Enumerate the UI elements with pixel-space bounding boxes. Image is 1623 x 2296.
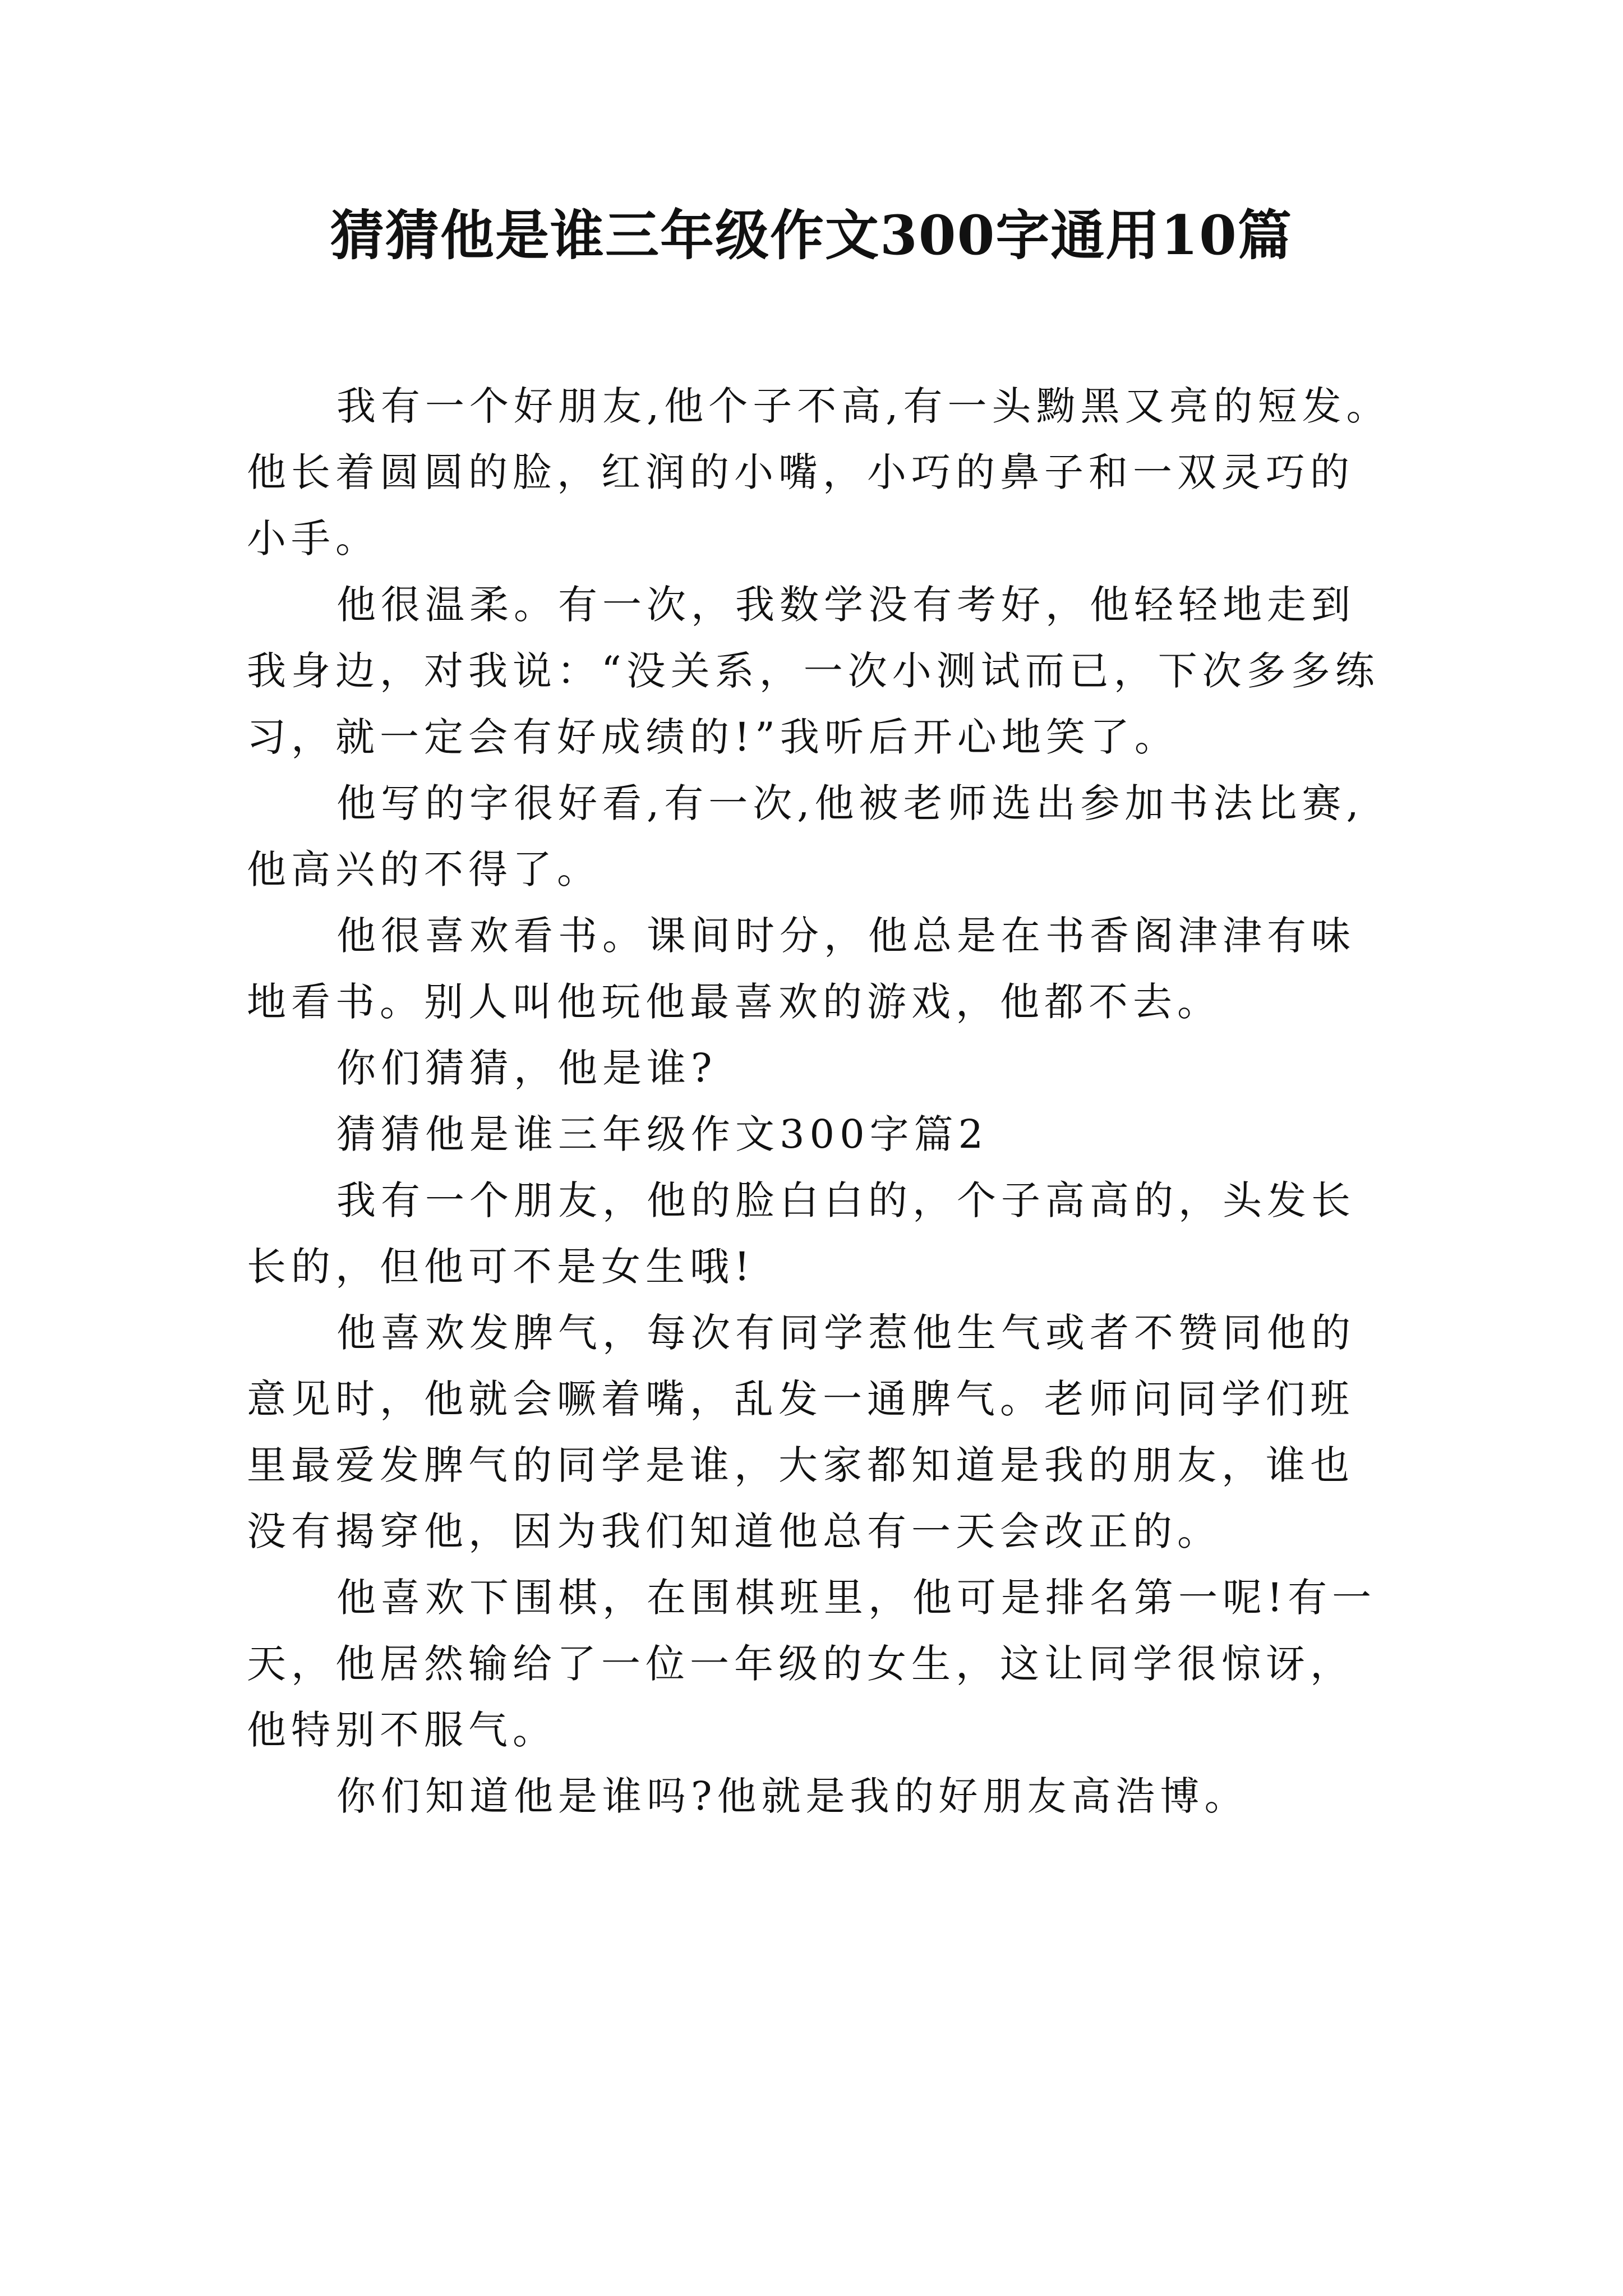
paragraph: 你们猜猜，他是谁? (336, 1045, 717, 1091)
section-heading: 猜猜他是谁三年级作文300字篇2 (336, 1111, 989, 1157)
paragraph: 我有一个朋友，他的脸白白的，个子高高的，头发长长的，但他可不是女生哦! (247, 1177, 1355, 1290)
paragraph: 他很喜欢看书。课间时分，他总是在书香阁津津有味地看书。别人叫他玩他最喜欢的游戏，他都不去。 (247, 913, 1355, 1025)
paragraph: 他写的字很好看,有一次,他被老师选出参加书法比赛,他高兴的不得了。 (247, 780, 1364, 892)
document-body (247, 373, 1391, 1829)
document-title: 猜猜他是谁三年级作文300字通用10篇 (330, 204, 1293, 267)
paragraph: 他喜欢下围棋，在围棋班里，他可是排名第一呢!有一天，他居然输给了一位一年级的女生，这让同学很惊讶，他特别不服气。 (247, 1575, 1377, 1753)
paragraph: 他很温柔。有一次，我数学没有考好，他轻轻地走到我身边，对我说：“没关系，一次小测试而已，下次多多练习，就一定会有好成绩的!”我听后开心地笑了。 (247, 582, 1380, 760)
paragraph: 我有一个好朋友,他个子不高,有一头黝黑又亮的短发。他长着圆圆的脸，红润的小嘴，小巧的鼻子和一双灵巧的小手。 (247, 383, 1391, 562)
paragraph: 他喜欢发脾气，每次有同学惹他生气或者不赞同他的意见时，他就会噘着嘴，乱发一通脾气。老师问同学们班里最爱发脾气的同学是谁，大家都知道是我的朋友，谁也没有揭穿他，因为我们知道他总有一天会改正的。 (247, 1310, 1355, 1554)
paragraph: 你们知道他是谁吗?他就是我的好朋友高浩博。 (336, 1773, 1249, 1819)
